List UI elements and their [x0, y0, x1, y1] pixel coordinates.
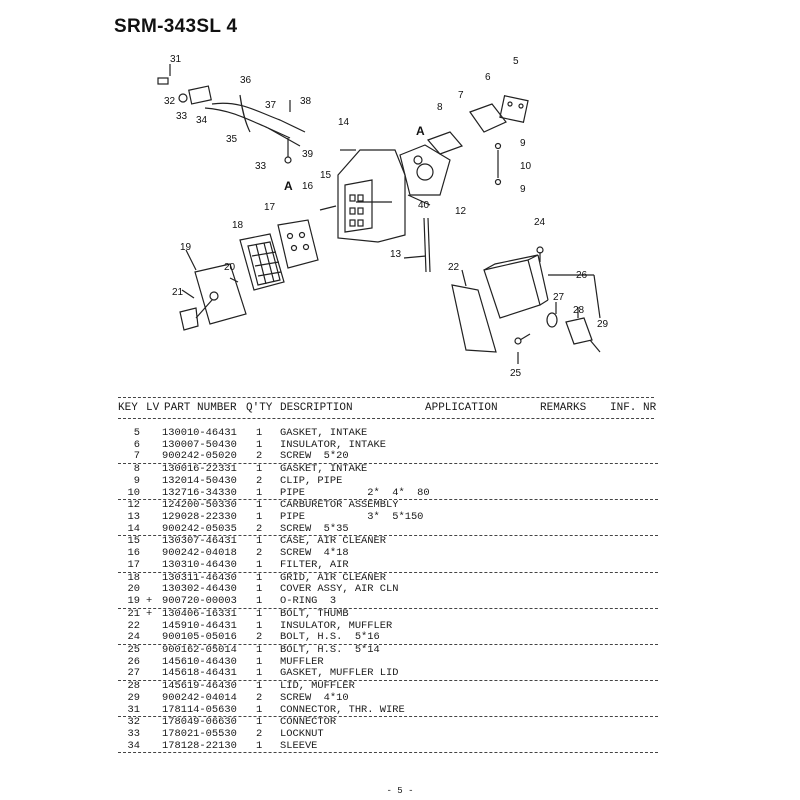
- header-application: APPLICATION: [425, 402, 498, 414]
- table-row: [118, 609, 658, 621]
- row-key: 29: [127, 691, 140, 704]
- connector-part: [158, 78, 168, 84]
- row-part-number: 900242-05035: [162, 522, 237, 535]
- row-qty: 1: [256, 463, 263, 476]
- row-qty: 1: [256, 667, 263, 680]
- header-lv: LV: [146, 402, 160, 414]
- row-part-number: 130307-46431: [162, 535, 237, 548]
- row-key: 5: [133, 427, 140, 439]
- callout-label: 10: [520, 161, 532, 172]
- row-qty: 2: [256, 522, 263, 535]
- row-level: +: [146, 607, 153, 620]
- callout-label: 39: [302, 149, 314, 160]
- row-key: 18: [127, 571, 140, 584]
- callout-label: 31: [170, 54, 182, 65]
- lid-muffler-part: [566, 318, 592, 344]
- row-level: +: [146, 595, 153, 608]
- table-row: [118, 596, 658, 609]
- row-part-number: 130311-46430: [162, 571, 237, 584]
- row-qty: 1: [256, 643, 263, 656]
- row-key: 34: [127, 739, 140, 752]
- row-part-number: 900105-05016: [162, 631, 237, 644]
- row-part-number: 145619-46430: [162, 680, 237, 693]
- row-description: BOLT, H.S. 5*16: [280, 631, 380, 644]
- callout-label: 21: [172, 287, 184, 298]
- row-part-number: 178049-06630: [162, 716, 237, 729]
- row-qty: 2: [256, 691, 263, 704]
- table-row: [118, 645, 658, 657]
- callout-label: 16: [302, 181, 314, 192]
- row-qty: 2: [256, 727, 263, 740]
- row-key: 32: [127, 716, 140, 729]
- row-part-number: 178128-22130: [162, 739, 237, 752]
- row-description: MUFFLER: [280, 655, 324, 668]
- row-qty: 1: [256, 427, 263, 439]
- table-row: [118, 729, 658, 741]
- row-qty: 2: [256, 450, 263, 463]
- callout-label: 5: [513, 56, 519, 67]
- row-qty: 2: [256, 547, 263, 560]
- row-description: LOCKNUT: [280, 727, 324, 740]
- row-description: CONNECTOR, THR. WIRE: [280, 703, 405, 716]
- callout-label: 7: [458, 90, 464, 101]
- callout-label: 33: [255, 161, 267, 172]
- row-part-number: 900242-04018: [162, 547, 237, 560]
- row-part-number: 132716-34330: [162, 486, 237, 499]
- row-qty: 1: [256, 511, 263, 524]
- callout-label: 34: [196, 115, 208, 126]
- row-key: 31: [127, 703, 140, 716]
- header-part-number: PART NUMBER: [164, 402, 237, 414]
- row-description: INSULATOR, MUFFLER: [280, 619, 393, 632]
- row-part-number: 178114-05630: [162, 703, 237, 716]
- row-part-number: 900242-04014: [162, 691, 237, 704]
- row-description: GASKET, INTAKE: [280, 463, 368, 476]
- thumb-bolt-part: [180, 308, 198, 330]
- row-description: CASE, AIR CLEANER: [280, 535, 387, 548]
- callout-label: 12: [455, 206, 467, 217]
- callout-label: 26: [576, 270, 588, 281]
- callout-label: 19: [180, 242, 192, 253]
- table-row: [118, 476, 658, 488]
- table-row: [118, 428, 658, 440]
- row-description: FILTER, AIR: [280, 558, 349, 571]
- callout-label: 27: [553, 292, 565, 303]
- callout-label: 17: [264, 202, 276, 213]
- row-key: 21: [127, 607, 140, 620]
- row-key: 27: [127, 667, 140, 680]
- callout-label: 24: [534, 217, 546, 228]
- header-description: DESCRIPTION: [280, 402, 353, 414]
- callout-label: 35: [226, 134, 238, 145]
- gasket-muffler-lid-part: [547, 313, 557, 327]
- callout-label: 25: [510, 368, 522, 379]
- row-description: GRID, AIR CLEANER: [280, 571, 387, 584]
- row-qty: 1: [256, 680, 263, 693]
- row-description: GASKET, MUFFLER LID: [280, 667, 399, 680]
- insulator-muffler-part: [452, 285, 496, 352]
- row-part-number: 900162-05014: [162, 643, 237, 656]
- row-qty: 1: [256, 703, 263, 716]
- row-part-number: 130406-16331: [162, 607, 237, 620]
- cover-air-cleaner-part: [195, 264, 246, 324]
- row-qty: 2: [256, 474, 263, 487]
- row-key: 10: [127, 486, 140, 499]
- row-description: SCREW 5*20: [280, 450, 349, 463]
- callout-label: 13: [390, 249, 402, 260]
- row-description: BOLT, THUMB: [280, 607, 349, 620]
- row-description: PIPE 2* 4* 80: [280, 486, 430, 499]
- gasket-5-part: [500, 96, 528, 123]
- row-key: 33: [127, 727, 140, 740]
- row-key: 14: [127, 522, 140, 535]
- row-key: 17: [127, 558, 140, 571]
- row-part-number: 124200-50330: [162, 499, 237, 512]
- callout-label: 14: [338, 117, 350, 128]
- row-description: SLEEVE: [280, 739, 318, 752]
- page-title: SRM-343SL 4: [114, 16, 238, 37]
- row-description: CARBURETOR ASSEMBLY: [280, 499, 399, 512]
- row-part-number: 900242-05020: [162, 450, 237, 463]
- callout-label: 6: [485, 72, 491, 83]
- row-key: 9: [133, 474, 140, 487]
- page-number: - 5 -: [386, 786, 414, 796]
- row-qty: 1: [256, 716, 263, 729]
- row-qty: 1: [256, 583, 263, 596]
- row-qty: 1: [256, 499, 263, 512]
- row-qty: 1: [256, 739, 263, 752]
- row-key: 28: [127, 680, 140, 693]
- row-qty: 1: [256, 655, 263, 668]
- row-part-number: 130310-46430: [162, 558, 237, 571]
- callout-label: 9: [520, 138, 526, 149]
- row-part-number: 178021-05530: [162, 727, 237, 740]
- callout-label: 40: [418, 200, 430, 211]
- table-row: [118, 560, 658, 573]
- header-inf-nr: INF. NR: [610, 402, 657, 414]
- row-description: CLIP, PIPE: [280, 474, 343, 487]
- header-key: KEY: [118, 402, 138, 414]
- row-part-number: 145910-46431: [162, 619, 237, 632]
- row-description: SCREW 5*35: [280, 522, 349, 535]
- row-description: LID, MUFFLER: [280, 680, 355, 693]
- row-part-number: 900720-00003: [162, 595, 237, 608]
- row-part-number: 145618-46431: [162, 667, 237, 680]
- row-part-number: 130007-50430: [162, 438, 237, 451]
- row-description: CONNECTOR: [280, 716, 337, 729]
- row-qty: 1: [256, 619, 263, 632]
- callout-label: 38: [300, 96, 312, 107]
- callout-label: 8: [437, 102, 443, 113]
- row-key: 6: [133, 438, 140, 451]
- callout-label: 9: [520, 184, 526, 195]
- sleeve-part: [189, 86, 211, 104]
- muffler-part: [484, 260, 540, 318]
- pipe-13-part: [424, 218, 426, 272]
- callout-label: 33: [176, 111, 188, 122]
- row-key: 16: [127, 547, 140, 560]
- row-part-number: 129028-22330: [162, 511, 237, 524]
- row-description: GASKET, INTAKE: [280, 427, 368, 439]
- callout-label: 22: [448, 262, 460, 273]
- row-qty: 1: [256, 486, 263, 499]
- row-key: 12: [127, 499, 140, 512]
- row-key: 22: [127, 619, 140, 632]
- row-part-number: 130010-46431: [162, 427, 237, 439]
- callout-label: 32: [164, 96, 176, 107]
- row-key: 15: [127, 535, 140, 548]
- row-key: 25: [127, 643, 140, 656]
- row-key: 20: [127, 583, 140, 596]
- callout-label: 37: [265, 100, 277, 111]
- table-row: [118, 741, 658, 754]
- row-key: 24: [127, 631, 140, 644]
- row-key: 8: [133, 463, 140, 476]
- header-remarks: REMARKS: [540, 402, 587, 414]
- row-qty: 1: [256, 535, 263, 548]
- row-key: 13: [127, 511, 140, 524]
- row-description: PIPE 3* 5*150: [280, 511, 424, 524]
- callout-label: A: [416, 124, 425, 138]
- row-description: O-RING 3: [280, 595, 337, 608]
- parts-table: [118, 428, 658, 753]
- row-part-number: 145610-46430: [162, 655, 237, 668]
- wire-harness: [205, 108, 300, 146]
- table-header-rule: [118, 418, 654, 419]
- row-key: 7: [133, 450, 140, 463]
- table-row: [118, 693, 658, 705]
- callout-label: 36: [240, 75, 252, 86]
- locknut-part: [179, 94, 187, 102]
- callout-label: 18: [232, 220, 244, 231]
- air-filter-part: [278, 220, 318, 268]
- row-qty: 2: [256, 631, 263, 644]
- row-part-number: 130302-46430: [162, 583, 237, 596]
- row-qty: 1: [256, 607, 263, 620]
- table-row: [118, 512, 658, 524]
- gasket-intake-part: [428, 132, 462, 154]
- row-description: INSULATOR, INTAKE: [280, 438, 387, 451]
- table-top-rule: [118, 397, 654, 398]
- header-qty: Q'TY: [246, 402, 273, 414]
- callout-label: A: [284, 179, 293, 193]
- callout-label: 15: [320, 170, 332, 181]
- callout-label: 29: [597, 319, 609, 330]
- row-qty: 1: [256, 438, 263, 451]
- row-qty: 1: [256, 571, 263, 584]
- row-part-number: 130016-22331: [162, 463, 237, 476]
- exploded-parts-diagram: [0, 40, 800, 390]
- row-description: SCREW 4*18: [280, 547, 349, 560]
- callout-label: 28: [573, 305, 585, 316]
- row-part-number: 132014-50430: [162, 474, 237, 487]
- row-description: COVER ASSY, AIR CLN: [280, 583, 399, 596]
- row-description: SCREW 4*10: [280, 691, 349, 704]
- row-key: 26: [127, 655, 140, 668]
- row-qty: 1: [256, 595, 263, 608]
- table-header: [118, 402, 658, 416]
- row-description: BOLT, H.S. 5*14: [280, 643, 380, 656]
- row-key: 19: [127, 595, 140, 608]
- row-qty: 1: [256, 558, 263, 571]
- callout-label: 20: [224, 262, 236, 273]
